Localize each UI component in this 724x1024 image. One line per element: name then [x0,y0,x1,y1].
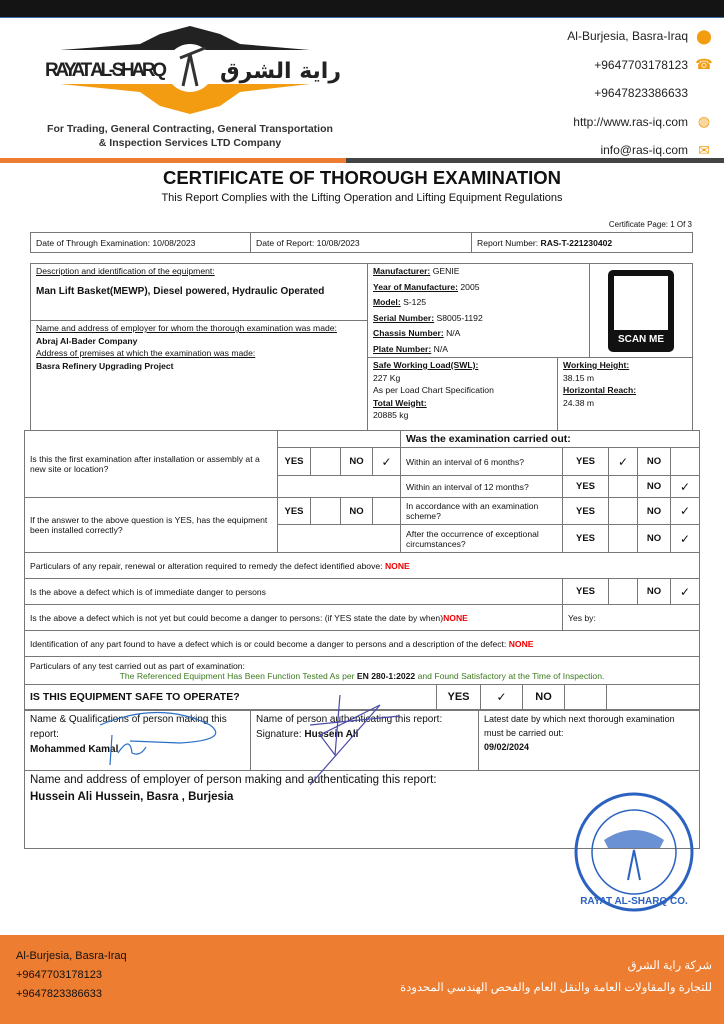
installed-yes-checkbox[interactable] [311,498,341,525]
next-exam-date: 09/02/2024 [484,742,530,752]
first-exam-no-checkbox[interactable]: ✓ [373,448,401,476]
12-months-no-checkbox[interactable]: ✓ [671,476,700,498]
footer-contacts: Al-Burjesia, Basra-Iraq +9647703178123 +9647823386633 [16,950,127,1000]
installed-no-checkbox[interactable] [373,498,401,525]
divider-gray [346,158,724,163]
footer-arabic-name: شركة راية الشرق للتجارة والمقاولات العامة والنقل العام والفحص الهندسي المحدودة [400,960,712,994]
maker-name: Mohammed Kamal [30,744,119,755]
phone-icon: ☎ [695,56,713,73]
safe-no-checkbox[interactable] [565,685,607,710]
contact-phone-1: +9647703178123 ☎ [594,56,713,73]
company-tagline: For Trading, General Contracting, General Transportation & Inspection Services LTD Company [47,123,333,149]
examination-table: Is this the first examination after installation or assembly at a new site or location? Was the examination carried out: YES NO ✓ Within an interval of 6 months? YES ✓ NO Within an interval of 12 months? YES NO ✓ If the answer to the above question is YES, has the equipment been installed correctly? YES NO In accordance with an examination scheme? YES NO ✓ After the occurrence of exceptional circumstances? YES NO ✓ Particulars of any repair, renewal or alteration required to remedy the defect identified above: NONE Is the above a defect which is of immediate danger to persons YES NO ✓ Is the above a defect which is not yet but could become a danger to persons: (if YES state the date by when)NONE Yes by: Identification of any part found to have a defect which is or could become a danger to persons and a description of the defect: NONE Particulars of any test carried out as part of examination: The Referenced Equipment Has Been Function Tested As per EN 280-1:2022 and Found Satisfactory at the Time of Inspection. [24,430,700,685]
6-months-no-checkbox[interactable] [671,448,700,476]
scheme-no-checkbox[interactable]: ✓ [671,498,700,525]
safe-yes-checkbox[interactable]: ✓ [481,685,523,710]
6-months-yes-checkbox[interactable]: ✓ [609,448,638,476]
contact-email: info@ras-iq.com ✉ [567,136,712,165]
page-subtitle: This Report Complies with the Lifting Operation and Lifting Equipment Regulations [161,192,563,204]
svg-text:RAYAT AL-SHARQ: RAYAT AL-SHARQ [45,60,167,81]
globe-icon: ◍ [697,113,711,130]
first-exam-yes-checkbox[interactable] [311,448,341,476]
certificate-page: Certificate Page: 1 Of 3 [608,220,692,229]
divider-orange [0,158,346,163]
qr-code[interactable]: SCAN ME [608,270,674,352]
company-stamp [570,790,698,915]
page-title: CERTIFICATE OF THOROUGH EXAMINATION [162,167,562,188]
top-bar [0,0,724,18]
location-pin-icon: ⬤ [696,27,712,44]
svg-text:راية الشرق: راية الشرق [220,59,342,84]
contact-address: Al-Burjesia, Basra-Iraq ⬤ [567,27,712,44]
contact-website: http://www.ras-iq.com ◍ [573,113,711,130]
footer [0,935,724,1024]
qr-code-icon [614,276,668,330]
exceptional-no-checkbox[interactable]: ✓ [671,525,700,553]
report-number: RAS-T-221230402 [540,237,613,248]
immediate-danger-no-checkbox[interactable]: ✓ [671,579,700,605]
contact-list [567,22,712,165]
mail-icon: ✉ [698,141,710,158]
signature-scribbles [80,695,400,795]
contact-phone-2: +9647823386633 [594,86,688,101]
equipment-table: Description and identification of the equipment: Man Lift Basket(MEWP), Diesel powered, Hydraulic Operated Manufacturer: GENIE Year of Manufacture: 2005 Model: S-125 Serial Number: S8005-1192 Chassis Number: N/A Plate Number: N/A SCAN ME Name and address of employer for whom the thorough examination was made: Abraj Al-Bader Company Address of premises at which the examination was made: Basra Refinery Upgrading Project Safe Working Load(SWL): 227 Kg As per Load Chart Specification Total Weight: 20885 kg Working Height: 38.15 m Horizontal Reach: 24.38 m [30,263,693,431]
signatures-table: Name & Qualifications of person making this report: Mohammed Kamal Name of person authenticating this report: Signature: Hussein Ali Latest date by which next thorough examination must be carried out: 09/02/2024 Name and address of employer of person making and authenticating this report: Hussein Ali Hussein, Basra , Burjesia [24,710,700,849]
svg-text:RAYAT AL-SHARQ CO.: RAYAT AL-SHARQ CO. [580,896,688,907]
safe-to-operate-table: IS THIS EQUIPMENT SAFE TO OPERATE? YES ✓ NO [24,684,700,710]
dates-table: Date of Through Examination: 10/08/2023 Date of Report: 10/08/2023 Report Number: RAS-T-221230402 [30,232,693,253]
